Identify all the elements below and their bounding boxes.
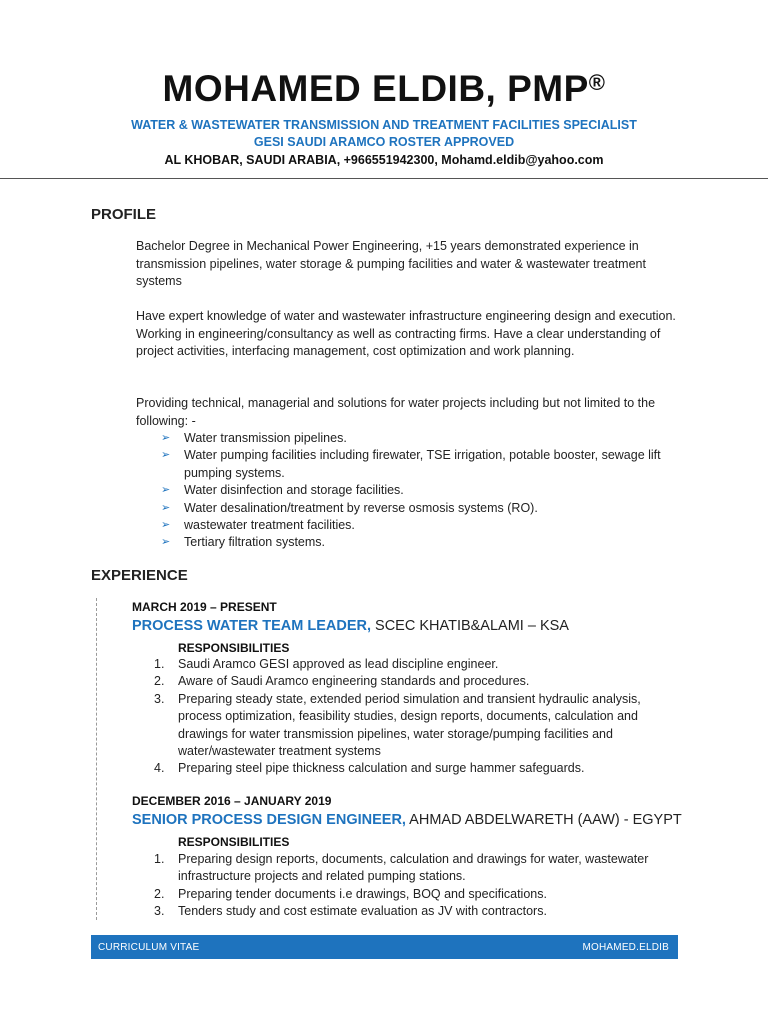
arrow-bullet-icon: ➢ (161, 501, 171, 514)
job-title (132, 812, 682, 828)
list-item: ➢ Water desalination/treatment by reverse osmosis systems (RO). (161, 500, 681, 517)
name-text: MOHAMED ELDIB, PMP (162, 68, 589, 109)
arrow-bullet-icon: ➢ (161, 484, 171, 497)
responsibilities-heading: RESPONSIBILITIES (178, 835, 290, 849)
specialty-line: WATER & WASTEWATER TRANSMISSION AND TREATMENT FACILITIES SPECIALIST (131, 118, 637, 132)
list-item: ➢ wastewater treatment facilities. (161, 517, 681, 534)
list-item: 2. Preparing tender documents i.e drawings, BOQ and specifications. (154, 886, 547, 901)
profile-paragraph-3: Providing technical, managerial and solutions for water projects including but not limited to the following: - (136, 396, 656, 428)
list-item: ➢ Water disinfection and storage facilities. (161, 482, 681, 499)
list-item: 2. Aware of Saudi Aramco engineering standards and procedures. (154, 674, 530, 689)
list-item: 1. Saudi Aramco GESI approved as lead discipline engineer. (154, 657, 499, 671)
list-item: 3. Tenders study and cost estimate evaluation as JV with contractors. (154, 904, 547, 919)
list-item: 4. Preparing steel pipe thickness calculation and surge hammer safeguards. (154, 761, 585, 776)
responsibilities-heading: RESPONSIBILITIES (178, 641, 290, 655)
footer-left-text: CURRICULUM VITAE (98, 941, 200, 953)
profile-heading: PROFILE (91, 206, 157, 223)
job-company: AHMAD ABDELWARETH (AAW) - EGYPT (405, 812, 682, 828)
list-item: ➢ Tertiary filtration systems. (161, 534, 681, 551)
job-dates: MARCH 2019 – PRESENT (132, 600, 277, 614)
list-item: ➢ Water pumping facilities including firewater, TSE irrigation, potable booster, sewage lift pumping systems. (161, 448, 661, 480)
contact-line: AL KHOBAR, SAUDI ARABIA, +966551942300, Mohamd.eldib@yahoo.com (164, 153, 604, 167)
arrow-bullet-icon: ➢ (161, 519, 171, 532)
capability-list (161, 430, 681, 552)
job-title (132, 618, 569, 634)
job-dates: DECEMBER 2016 – JANUARY 2019 (132, 794, 332, 808)
profile-paragraph-2: Have expert knowledge of water and wastewater infrastructure engineering design and execution. Working in engineering/consultancy as well as contracting firms. Have a clear understanding of project activities, interfacing management, cost optimization and work planning. (136, 309, 676, 359)
page-footer (91, 935, 678, 959)
header-divider (0, 178, 768, 179)
responsibility-list (132, 851, 680, 921)
list-item: 3. Preparing steady state, extended period simulation and transient hydraulic analysis, process optimization, feasibility studies, design reports, documents, calculation and drawings for water transmission pipelines, water storage/pumping facilities and water/wastewater treatment systems (154, 691, 641, 759)
approval-line: GESI SAUDI ARAMCO ROSTER APPROVED (253, 135, 515, 149)
job-company: SCEC KHATIB&ALAMI – KSA (371, 618, 569, 634)
footer-right-text: MOHAMED.ELDIB (582, 941, 669, 953)
responsibility-list (132, 656, 680, 778)
candidate-name (0, 68, 768, 110)
arrow-bullet-icon: ➢ (161, 536, 171, 549)
arrow-bullet-icon: ➢ (161, 432, 171, 444)
profile-paragraph-1: Bachelor Degree in Mechanical Power Engineering, +15 years demonstrated experience in transmission pipelines, water storage & pumping facilities and water & wastewater treatment systems (136, 239, 646, 289)
timeline-line (96, 598, 97, 920)
registered-mark: ® (588, 70, 606, 95)
list-item: 1. Preparing design reports, documents, calculation and drawings for water, wastewater infrastructure projects and related pumping stations. (154, 852, 649, 884)
job-role: SENIOR PROCESS DESIGN ENGINEER, (132, 812, 406, 828)
experience-heading: EXPERIENCE (91, 567, 188, 584)
list-item: ➢ Water transmission pipelines. (161, 430, 681, 447)
job-role: PROCESS WATER TEAM LEADER, (132, 618, 371, 634)
arrow-bullet-icon: ➢ (161, 449, 171, 462)
